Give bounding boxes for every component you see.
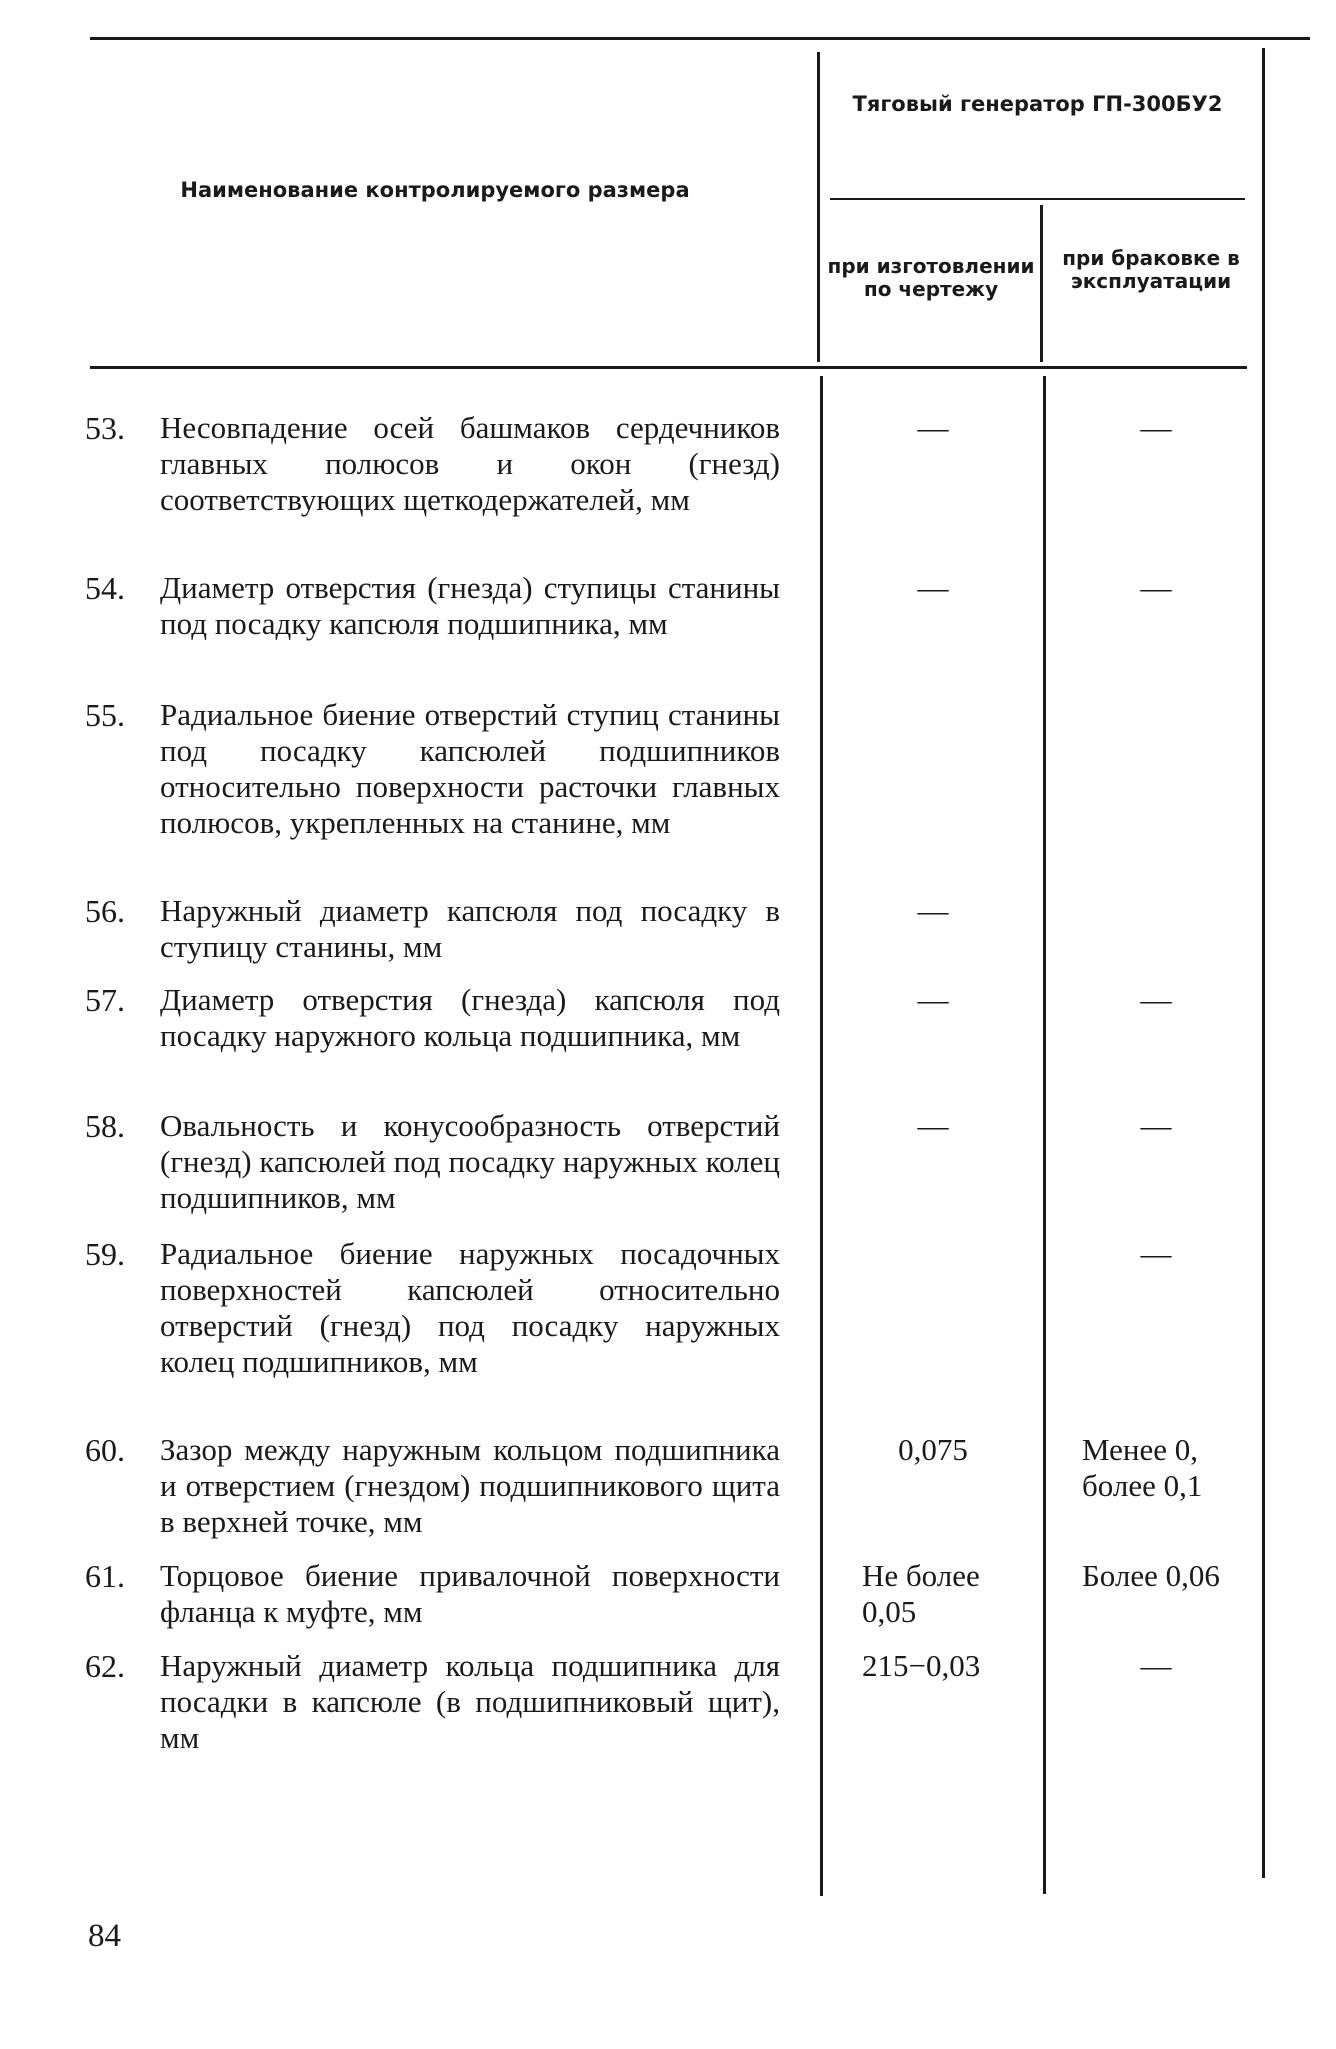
column-divider-1-header [817, 52, 820, 362]
row-text: Диаметр отверстия (гнезда) капсюля под посадку наружного кольца подшипника, мм [160, 982, 780, 1053]
row-text: Диаметр отверстия (гнезда) ступицы станины под посадку капсюля подшипника, мм [160, 570, 780, 641]
row-number: 62. [85, 1648, 125, 1684]
row-manufacture-value: — [917, 410, 949, 445]
row-rejection-value: — [1140, 410, 1172, 445]
row-rejection-value: — [1140, 1236, 1172, 1271]
row-rejection-value: — [1140, 1648, 1172, 1683]
header-bottom-rule [90, 366, 1247, 369]
column-divider-2-header [1040, 205, 1043, 362]
row-manufacture-value: — [917, 1108, 949, 1143]
top-rule [90, 37, 1310, 40]
row-number: 53. [85, 410, 125, 446]
row-text: Радиальное биение отверстий ступиц станины под посадку капсюлей подшипников относительно поверхности расточки главных полюсов, укрепленных на станине, мм [160, 697, 780, 840]
page-number: 84 [88, 1918, 121, 1954]
row-manufacture-value: 215−0,03 [862, 1648, 981, 1683]
row-number: 55. [85, 697, 125, 733]
row-number: 58. [85, 1108, 125, 1144]
row-rejection-value: Менее 0, более 0,1 [1082, 1432, 1203, 1503]
row-manufacture-value: Не более 0,05 [862, 1558, 980, 1629]
row-manufacture-value: 0,075 [898, 1432, 968, 1467]
column-divider-1 [820, 376, 823, 1896]
row-text: Наружный диаметр кольца подшипника для посадки в капсюле (в подшипниковый щит), мм [160, 1648, 780, 1755]
row-text: Наружный диаметр капсюля под посадку в ступицу станины, мм [160, 893, 780, 964]
row-text: Радиальное биение наружных посадочных поверхностей капсюлей относительно отверстий (гнезд) под посадку наружных колец подшипников, мм [160, 1236, 780, 1379]
row-number: 59. [85, 1236, 125, 1272]
header-generator: Тяговый генератор ГП-300БУ2 [852, 92, 1223, 116]
column-divider-3 [1262, 48, 1265, 1878]
row-number: 60. [85, 1432, 125, 1468]
row-number: 61. [85, 1558, 125, 1594]
row-text: Зазор между наружным кольцом подшипника и отверстием (гнездом) подшипникового щита в верхней точке, мм [160, 1432, 780, 1539]
row-manufacture-value: — [917, 570, 949, 605]
row-number: 54. [85, 570, 125, 606]
row-rejection-value: — [1140, 1108, 1172, 1143]
header-rejection: при браковке в эксплуатации [1062, 246, 1240, 293]
row-text: Торцовое биение привалочной поверхности фланца к муфте, мм [160, 1558, 780, 1629]
row-rejection-value: — [1140, 982, 1172, 1017]
row-rejection-value: Более 0,06 [1082, 1558, 1220, 1593]
header-name-column: Наименование контролируемого размера [180, 178, 690, 202]
row-manufacture-value: — [917, 982, 949, 1017]
column-divider-2 [1043, 376, 1046, 1894]
row-number: 56. [85, 893, 125, 929]
row-rejection-value: — [1140, 570, 1172, 605]
row-text: Несовпадение осей башмаков сердечников главных полюсов и окон (гнезд) соответствующих щеткодержателей, мм [160, 410, 780, 517]
subheader-rule [830, 198, 1245, 200]
row-number: 57. [85, 982, 125, 1018]
row-manufacture-value: — [917, 893, 949, 928]
row-text: Овальность и конусообразность отверстий (гнезд) капсюлей под посадку наружных колец подшипников, мм [160, 1108, 780, 1215]
header-manufacture: при изготовлении по чертежу [827, 254, 1035, 301]
